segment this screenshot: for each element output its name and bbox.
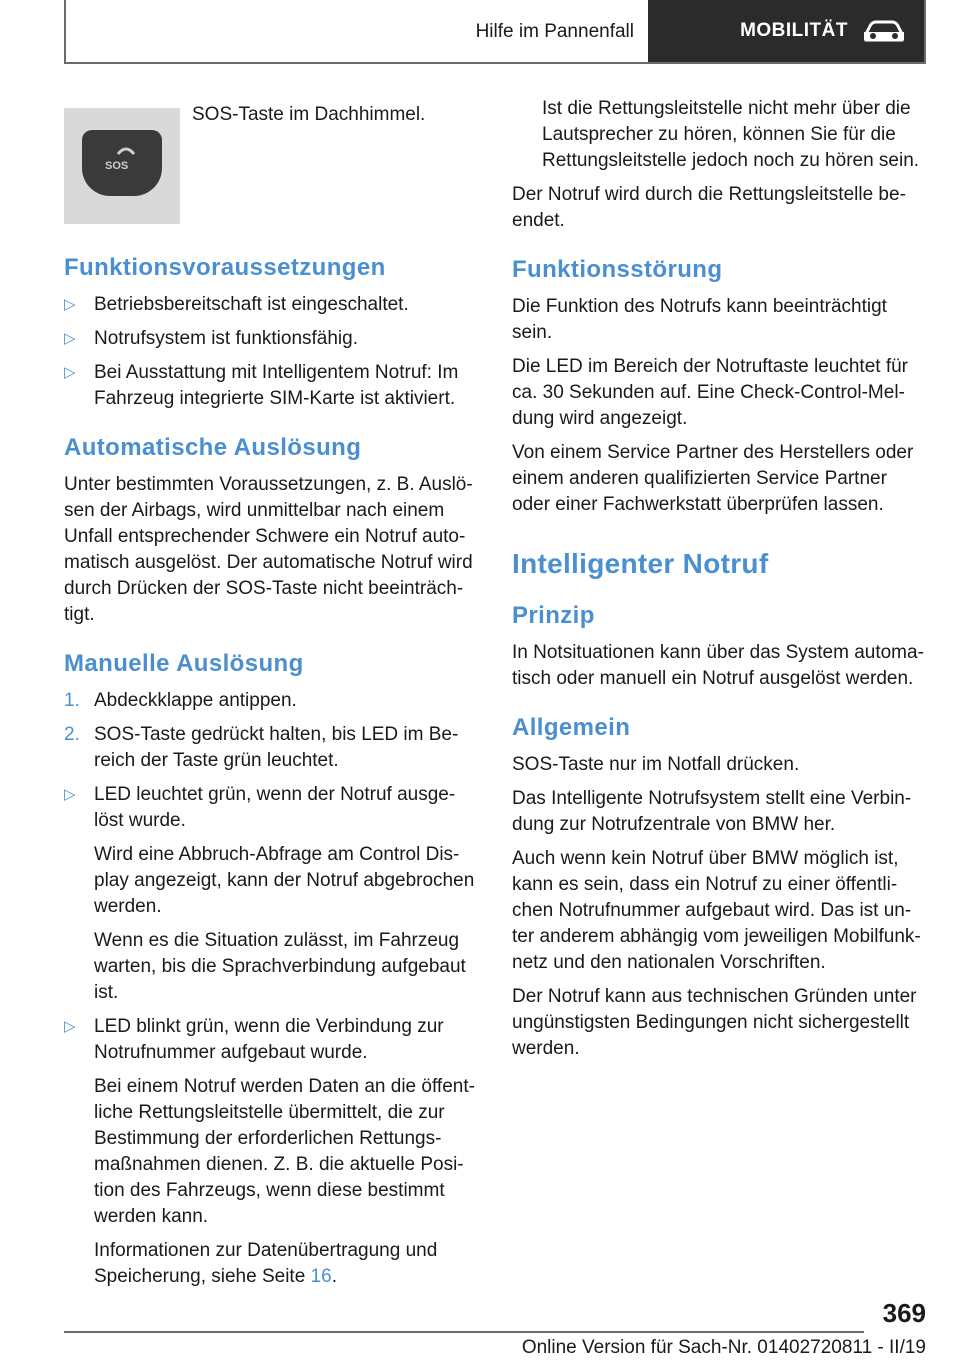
page-header — [64, 0, 926, 64]
car-icon — [862, 18, 906, 44]
heading-funktionsvoraussetzungen: Funktionsvoraussetzungen — [64, 254, 386, 281]
stoerung-p1: Die Funktion des Notrufs kann beeinträchtigt sein. — [512, 296, 887, 343]
heading-prinzip: Prinzip — [512, 602, 595, 629]
step-item: 1. Abdeckklappe antippen. — [64, 690, 297, 711]
heading-automatische-ausloesung: Automatische Auslösung — [64, 434, 362, 461]
sub-paragraph: Wird eine Abbruch-Abfrage am Control Dis-play angezeigt, kann der Notruf abgebrochen werden. — [94, 844, 475, 917]
phone-icon — [116, 144, 136, 158]
figure-caption: SOS-Taste im Dachhimmel. — [192, 104, 426, 125]
heading-allgemein: Allgemein — [512, 714, 631, 741]
triangle-bullet-icon: ▷ — [64, 364, 76, 381]
list-item: ▷ Notrufsystem ist funktionsfähig. — [64, 326, 480, 352]
allgemein-p4: Der Notruf kann aus technischen Gründen unter ungünstigsten Bedingungen nicht sichergestellt werden. — [512, 986, 917, 1059]
stoerung-p3: Von einem Service Partner des Herstellers oder einem anderen qualifizierten Service Partner oder einer Fachwerkstatt überprüfen lassen. — [512, 442, 914, 515]
chapter-tab — [648, 0, 924, 62]
continuation-text: Ist die Rettungsleitstelle nicht mehr über die Lautsprecher zu hören, können Sie für die Rettungsleitstelle jedoch noch zu hören sein. — [542, 98, 920, 171]
section-title: Hilfe im Pannenfall — [475, 21, 634, 42]
triangle-bullet-icon: ▷ — [64, 330, 76, 347]
right-column — [512, 96, 928, 1070]
automatisch-text: Unter bestimmten Voraussetzungen, z. B. Auslö-sen der Airbags, wird unmittelbar nach einem Unfall entsprechender Schwere ein Notruf auto-matisch ausgelöst. Der automatische Notruf wird durch Drücken der SOS-Taste nicht beeinträch-tigt. — [64, 474, 473, 625]
list-item: ▷ LED blinkt grün, wenn die Verbindung zur Notrufnummer aufgebaut wurde. Bei einem Notruf werden Daten an die öffent-liche Rettungsleitstelle übermittelt, die zur Bestimmung der erforderlichen Rettungs-maßnahmen dienen. Z. B. die aktuelle Posi-tion des Fahrzeugs, wenn diese bestimmt werden kann. Informationen zur Datenübertragung und Speicherung, siehe Seite 16. — [64, 1014, 480, 1290]
chapter-title: MOBILITÄT — [740, 20, 848, 41]
step-item: 2. SOS-Taste gedrückt halten, bis LED im Be-reich der Taste grün leuchtet. — [64, 724, 459, 771]
left-column — [64, 96, 480, 1298]
sos-button-illustration — [82, 130, 162, 196]
sub-paragraph: Informationen zur Datenübertragung und Speicherung, siehe Seite 16. — [94, 1240, 438, 1287]
requirements-list — [64, 292, 480, 412]
prinzip-text: In Notsituationen kann über das System automa-tisch oder manuell ein Notruf ausgelöst werden. — [512, 642, 924, 689]
triangle-bullet-icon: ▷ — [64, 296, 76, 313]
triangle-bullet-icon: ▷ — [64, 1018, 76, 1035]
sos-button-image — [64, 108, 180, 224]
list-item: ▷ Bei Ausstattung mit Intelligentem Notruf: Im Fahrzeug integrierte SIM-Karte ist aktiviert. — [64, 362, 459, 409]
allgemein-p1: SOS-Taste nur im Notfall drücken. — [512, 754, 800, 775]
allgemein-p2: Das Intelligente Notrufsystem stellt eine Verbin-dung zur Notrufzentrale von BMW her. — [512, 788, 912, 835]
page-number: 369 — [882, 1298, 926, 1328]
footer-divider — [64, 1331, 864, 1333]
list-item: ▷ Betriebsbereitschaft ist eingeschaltet. — [64, 292, 480, 318]
steps-list — [64, 688, 480, 774]
heading-intelligenter-notruf: Intelligenter Notruf — [512, 548, 769, 579]
list-item: ▷ LED leuchtet grün, wenn der Notruf ausge-löst wurde. Wird eine Abbruch-Abfrage am Control Dis-play angezeigt, kann der Notruf abgebrochen werden. Wenn es die Situation zulässt, im Fahrzeug warten, bis die Sprachverbindung aufgebaut ist. — [64, 782, 480, 1006]
heading-funktionsstoerung: Funktionsstörung — [512, 256, 723, 283]
page-link[interactable]: 16 — [310, 1266, 332, 1287]
sos-label: SOS — [105, 160, 129, 172]
stoerung-p2: Die LED im Bereich der Notruftaste leuchtet für ca. 30 Sekunden auf. Eine Check-Control-Mel-dung wird angezeigt. — [512, 356, 909, 429]
end-text: Der Notruf wird durch die Rettungsleitstelle be-endet. — [512, 184, 906, 231]
sos-figure — [64, 96, 480, 224]
sub-paragraph: Bei einem Notruf werden Daten an die öffent-liche Rettungsleitstelle übermittelt, die zur Bestimmung der erforderlichen Rettungs-maßnahmen dienen. Z. B. die aktuelle Posi-tion des Fahrzeugs, wenn diese bestimmt werden kann. — [94, 1076, 475, 1227]
footer-text: Online Version für Sach-Nr. 01402720811 - II/19 — [521, 1337, 926, 1358]
sub-paragraph: Wenn es die Situation zulässt, im Fahrzeug warten, bis die Sprachverbindung aufgebaut ist. — [94, 930, 466, 1003]
triangle-bullet-icon: ▷ — [64, 786, 76, 803]
heading-manuelle-ausloesung: Manuelle Auslösung — [64, 650, 304, 677]
led-status-list — [64, 782, 480, 1290]
allgemein-p3: Auch wenn kein Notruf über BMW möglich ist, kann es sein, dass ein Notruf zu einer öffentli-chen Notrufnummer aufgebaut wird. Das ist un-ter anderem abhängig vom jeweiligen Mobilfunk-netz und den nationalen Vorschriften. — [512, 848, 921, 973]
